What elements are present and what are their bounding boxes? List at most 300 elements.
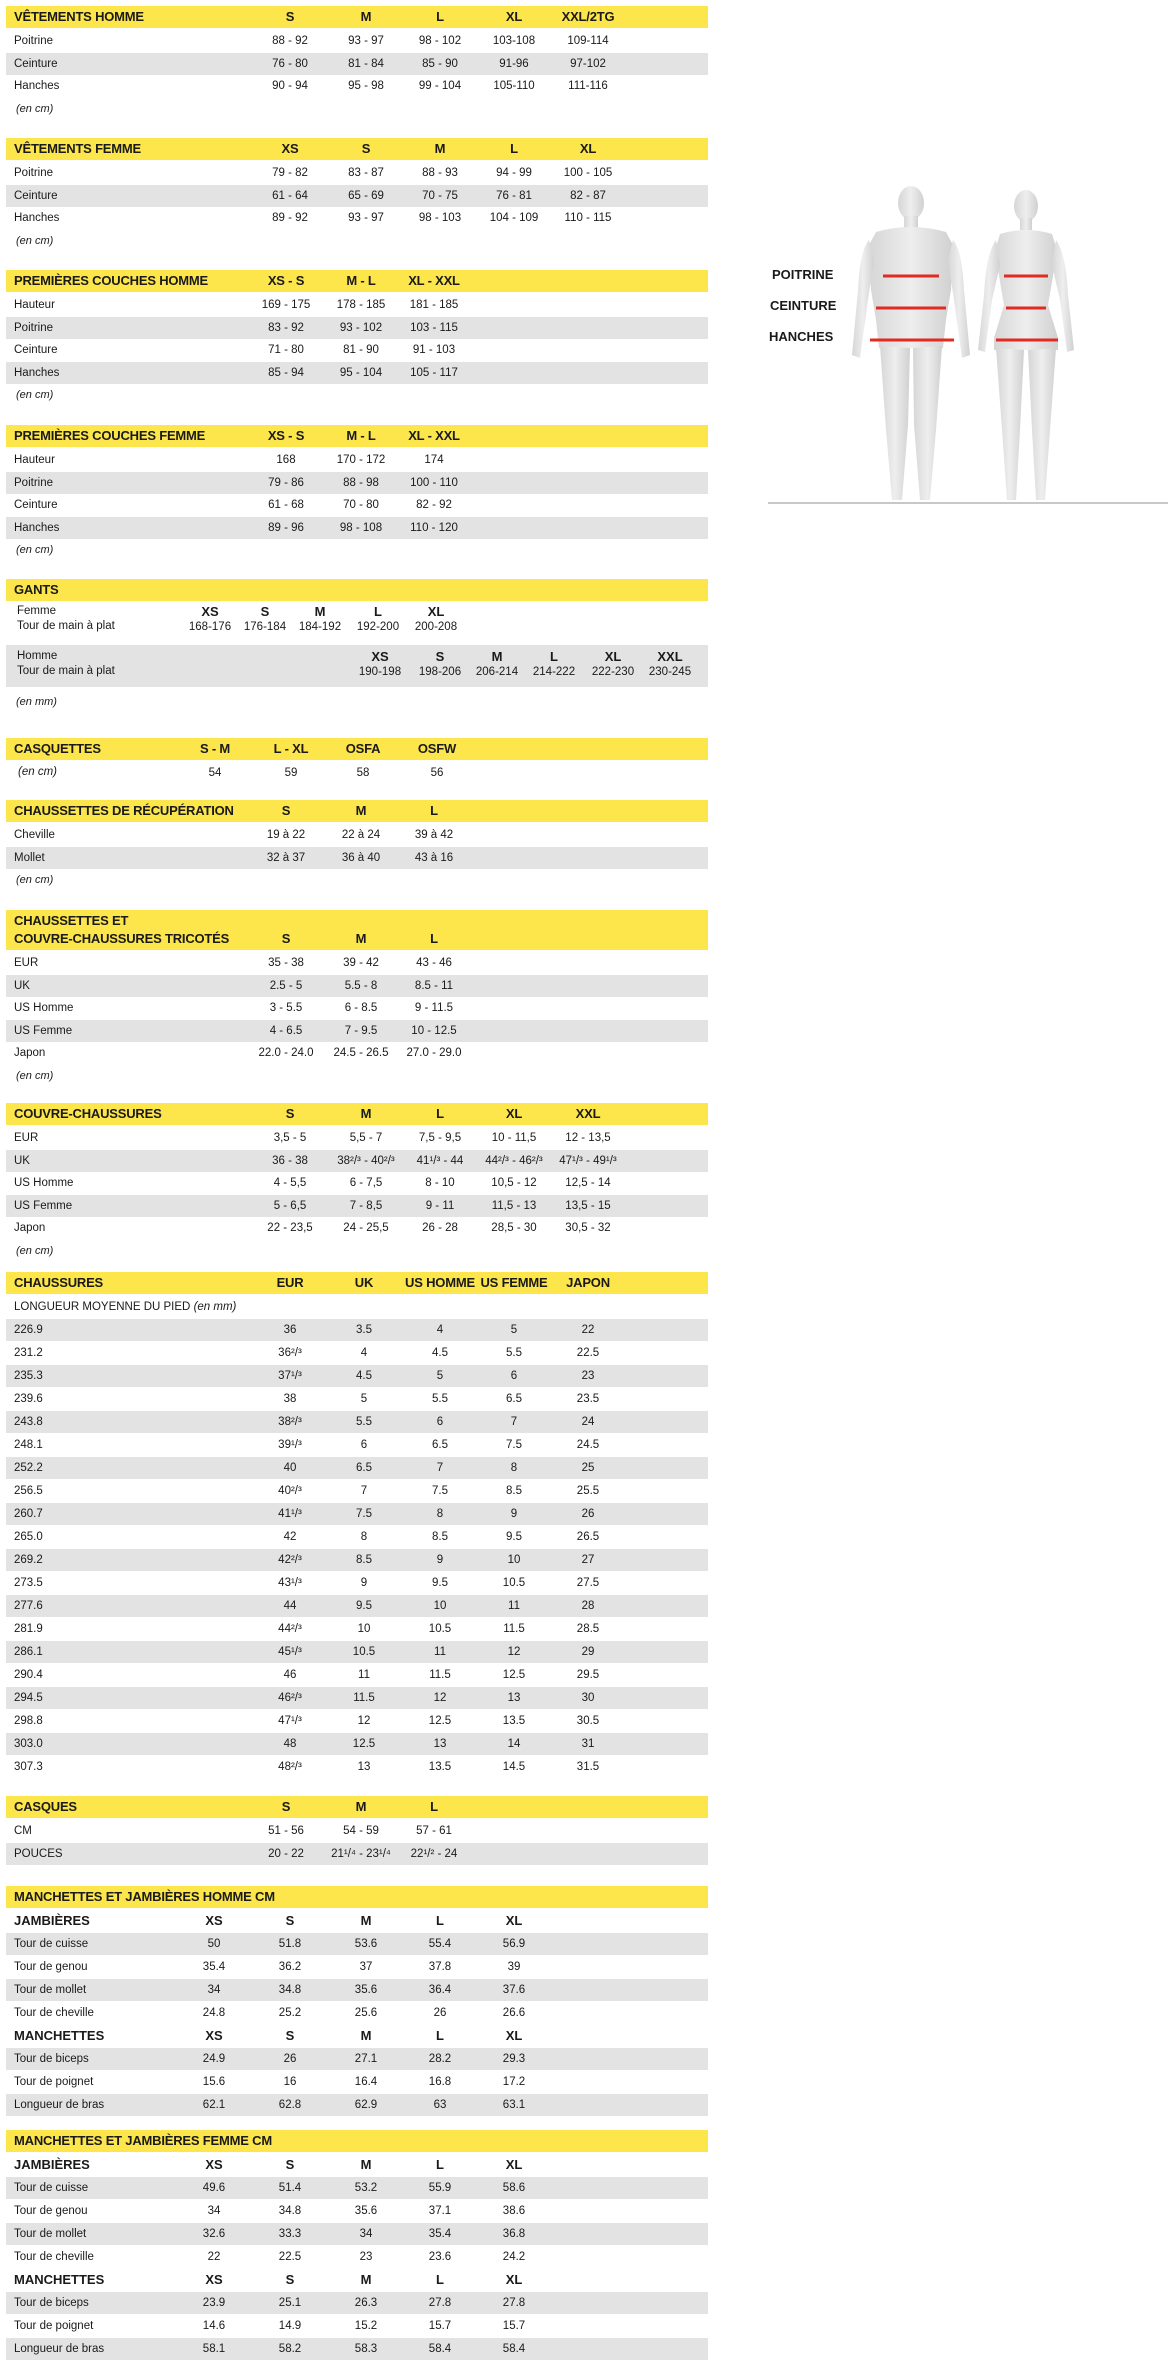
row-value: 47¹/³ [278, 1714, 302, 1727]
row-value: 6 - 8.5 [344, 1002, 378, 1014]
row-value: 6 [436, 1415, 444, 1428]
row-value: 35.6 [354, 1984, 378, 1996]
section-title: VÊTEMENTS HOMME [14, 9, 144, 24]
row-value: 31.5 [576, 1760, 600, 1773]
row-value: 3.5 [356, 1323, 372, 1336]
gants-femme-value: 168-176 [188, 621, 232, 633]
table-row [6, 1641, 708, 1663]
size-header: S [285, 2028, 295, 2043]
row-value: 25.1 [278, 2297, 302, 2309]
section-title: CHAUSSETTES ET COUVRE-CHAUSSURES TRICOTÉS [14, 913, 230, 946]
row-value: 26 [433, 2007, 447, 2019]
row-value: 12 [433, 1691, 447, 1704]
row-value: 10.5 [502, 1576, 526, 1589]
row-value: 13.5 [502, 1714, 526, 1727]
row-value: 85 - 94 [268, 366, 304, 379]
subheader-manchettes-femme-1 [6, 2269, 708, 2291]
row-value: 39 - 42 [343, 957, 379, 969]
row-value: 26 - 28 [422, 1222, 458, 1234]
row-value: 34 [207, 1984, 221, 1996]
row-value: 12 [357, 1714, 371, 1727]
casquettes-unit: (en cm) [18, 766, 57, 778]
row-value: 15.7 [502, 2320, 526, 2332]
size-header: US FEMME [480, 1275, 548, 1290]
gants-femme-value: 184-192 [298, 621, 342, 633]
section-title: MANCHETTES ET JAMBIÈRES FEMME CM [14, 2133, 272, 2148]
row-value: 35 - 38 [268, 957, 304, 969]
row-value: 93 - 102 [339, 321, 383, 334]
row-value: 11 [508, 1599, 520, 1612]
row-value: 97-102 [570, 57, 606, 70]
row-label: 307.3 [14, 1760, 43, 1773]
table-row [6, 1319, 708, 1341]
row-value: 9 [510, 1507, 518, 1520]
row-value: 11.5 [429, 1668, 451, 1681]
size-header: S [285, 1913, 295, 1928]
row-value: 40 [283, 1461, 297, 1474]
table-row [6, 2002, 708, 2024]
row-value: 28,5 - 30 [491, 1222, 537, 1234]
size-header: UK [354, 1275, 374, 1290]
row-label: POUCES [14, 1847, 63, 1860]
row-value: 83 - 92 [268, 321, 304, 334]
row-value: 38²/³ - 40²/³ [337, 1154, 395, 1167]
row-value: 24.9 [202, 2053, 226, 2065]
gants-femme-size: XS [201, 604, 219, 619]
row-value: 2.5 - 5 [269, 979, 303, 992]
row-label: Tour de genou [14, 1961, 88, 1973]
row-value: 99 - 104 [418, 80, 462, 92]
row-value: 110 - 120 [410, 521, 458, 534]
size-header: L [430, 931, 438, 946]
row-value: 37.8 [428, 1961, 452, 1973]
row-value: 23.9 [202, 2297, 226, 2309]
row-label: Hauteur [14, 454, 55, 466]
section-title: CASQUETTES [14, 741, 101, 756]
table-row [6, 1756, 708, 1778]
row-value: 23 [581, 1369, 595, 1382]
row-value: 15.6 [202, 2076, 226, 2088]
row-value: 34 [359, 2228, 373, 2240]
table-row [6, 185, 708, 207]
table-row [6, 1503, 708, 1525]
row-value: 50 [207, 1938, 221, 1950]
table-row [6, 1664, 708, 1686]
size-header: S [361, 141, 371, 156]
row-value: 30,5 - 32 [565, 1222, 611, 1234]
unit-note-text: (en mm) [16, 696, 57, 708]
row-value: 71 - 80 [268, 344, 304, 356]
row-value: 13 [507, 1691, 521, 1704]
row-value: 28.5 [576, 1622, 600, 1635]
row-value: 25.6 [354, 2007, 378, 2019]
row-label: EUR [14, 957, 39, 969]
row-value: 7.5 [506, 1438, 522, 1451]
row-value: 25.5 [576, 1484, 600, 1497]
row-value: 35.6 [354, 2205, 378, 2217]
row-value: 79 - 86 [268, 476, 304, 489]
row-value: 53.6 [354, 1938, 378, 1950]
table-row [6, 1411, 708, 1433]
header-premieres-couches-homme [6, 270, 708, 292]
table-row [6, 1843, 708, 1865]
row-value: 40²/³ [278, 1484, 302, 1497]
header-gants [6, 579, 708, 601]
header-casques [6, 1796, 708, 1818]
row-label: US Homme [14, 1002, 74, 1014]
unit-note-text: (en cm) [16, 874, 54, 886]
table-row [6, 847, 708, 869]
row-value: 7 - 9.5 [344, 1024, 378, 1037]
row-label: Tour de genou [14, 2205, 88, 2217]
figure-label-hanches: HANCHES [769, 329, 834, 344]
section-title: MANCHETTES ET JAMBIÈRES HOMME CM [14, 1889, 275, 1904]
row-label: Mollet [14, 851, 45, 864]
row-value: 48²/³ [278, 1760, 302, 1773]
row-value: 23 [359, 2251, 373, 2263]
row-value: 170 - 172 [336, 454, 386, 466]
row-label: 290.4 [14, 1668, 43, 1681]
gants-homme-size: S [435, 649, 445, 664]
row-value: 100 - 105 [563, 167, 613, 179]
row-value: 7.5 [432, 1484, 448, 1497]
row-value: 57 - 61 [416, 1825, 452, 1837]
row-value: 82 - 92 [416, 499, 452, 511]
row-value: 29.3 [502, 2053, 526, 2065]
size-header: EUR [276, 1275, 304, 1290]
row-value: 24.5 [576, 1438, 600, 1451]
table-row [6, 1956, 708, 1978]
row-value: 7 - 8,5 [349, 1199, 383, 1212]
row-value: 105-110 [493, 80, 535, 92]
size-header: XL [505, 1913, 523, 1928]
row-label: 231.2 [14, 1346, 43, 1359]
row-value: 7,5 - 9,5 [418, 1132, 462, 1144]
table-row [6, 2315, 708, 2337]
unit-note [6, 1065, 708, 1087]
row-value: 10 [433, 1599, 447, 1612]
row-value: 21¹/⁴ - 23¹/⁴ [331, 1847, 391, 1860]
unit-note-text: (en cm) [16, 544, 54, 556]
unit-note-text: (en cm) [16, 102, 54, 115]
row-value: 22 [207, 2251, 221, 2263]
size-header: XL - XXL [408, 428, 460, 443]
row-value: 25.2 [278, 2007, 302, 2019]
header-couvre-chaussures [6, 1103, 708, 1125]
row-value: 29 [581, 1645, 595, 1658]
gants-femme-value: 176-184 [243, 621, 287, 633]
row-value: 37 [359, 1961, 373, 1973]
row-value: 16 [283, 2076, 297, 2088]
row-value: 44²/³ - 46²/³ [485, 1154, 543, 1167]
row-value: 83 - 87 [348, 167, 384, 179]
row-value: 15.7 [428, 2320, 452, 2332]
table-row [6, 1150, 708, 1172]
row-value: 98 - 108 [339, 521, 383, 534]
row-value: 10.5 [352, 1645, 376, 1658]
row-value: 51.4 [278, 2182, 302, 2194]
row-value: 16.8 [428, 2076, 452, 2088]
row-value: 7 [360, 1484, 368, 1497]
row-value: 24 - 25,5 [343, 1222, 389, 1234]
row-value: 76 - 80 [272, 57, 308, 70]
row-value: 37¹/³ [278, 1369, 302, 1382]
size-header: L [436, 1913, 444, 1928]
row-value: 89 - 96 [268, 521, 304, 534]
gants-femme-label2: Tour de main à plat [17, 620, 115, 632]
row-value: 38 [283, 1392, 297, 1405]
row-value: 30 [581, 1691, 595, 1704]
row-value: 9.5 [506, 1530, 522, 1543]
row-value: 12.5 [428, 1714, 452, 1727]
table-row [6, 1979, 708, 2001]
row-value: 88 - 98 [343, 476, 379, 489]
row-value: 32.6 [202, 2228, 226, 2240]
row-value: 95 - 104 [339, 366, 383, 379]
table-row [6, 449, 708, 471]
row-value: 5 [436, 1369, 444, 1382]
row-value: 6.5 [506, 1392, 522, 1405]
row-value: 15.2 [354, 2320, 378, 2332]
row-value: 24 [581, 1415, 595, 1428]
row-value: 7 [436, 1461, 444, 1474]
unit-note [6, 539, 708, 561]
row-value: 10,5 - 12 [491, 1177, 537, 1189]
row-value: 14 [507, 1737, 521, 1750]
row-value: 61 - 64 [272, 189, 308, 202]
row-value: 36.4 [428, 1984, 452, 1996]
row-value: 58.4 [502, 2343, 526, 2355]
header-chaussures [6, 1272, 708, 1294]
row-value: 58.4 [428, 2343, 452, 2355]
chaussures-subtitle-unit: (en mm) [193, 1301, 237, 1313]
gants-homme-size: L [550, 649, 558, 664]
row-value: 6 [360, 1438, 368, 1451]
row-label: Ceinture [14, 499, 58, 511]
row-value: 63 [433, 2099, 447, 2111]
table-row [6, 494, 708, 516]
row-value: 5 [510, 1323, 518, 1336]
header-recuperation [6, 800, 708, 822]
size-header: XL [505, 1106, 523, 1121]
row-value: 98 - 103 [418, 212, 462, 224]
row-value: 6 [510, 1369, 518, 1382]
row-value: 62.8 [278, 2099, 302, 2111]
section-title: GANTS [14, 582, 59, 597]
row-value: 85 - 90 [422, 57, 458, 70]
size-header: L [430, 803, 438, 818]
row-label: 277.6 [14, 1599, 43, 1612]
row-label: 269.2 [14, 1553, 43, 1566]
table-row [6, 1388, 708, 1410]
size-header: XS - S [267, 428, 305, 443]
gants-homme-size: XL [604, 649, 622, 664]
row-label: 265.0 [14, 1530, 43, 1543]
row-value: 5.5 - 8 [344, 979, 378, 992]
male-silhouette [852, 186, 970, 500]
row-value: 30.5 [576, 1714, 600, 1727]
row-value: 17.2 [502, 2076, 526, 2088]
size-header: S [285, 2272, 295, 2287]
row-value: 10 [507, 1553, 521, 1566]
row-value: 32 à 37 [266, 851, 306, 864]
size-header: M [360, 1913, 372, 1928]
row-value: 26 [581, 1507, 595, 1520]
row-value: 12.5 [502, 1668, 526, 1681]
unit-note [6, 1240, 708, 1262]
row-value: 25 [581, 1461, 595, 1474]
row-label: Tour de cuisse [14, 2182, 89, 2194]
table-row [6, 2223, 708, 2245]
row-value: 14.6 [202, 2320, 226, 2332]
row-value: 36.8 [502, 2228, 526, 2240]
row-value: 104 - 109 [489, 212, 539, 224]
size-header: XL [505, 2157, 523, 2172]
size-header: XS [205, 2157, 223, 2172]
row-value: 36 - 38 [272, 1154, 308, 1167]
row-value: 9.5 [356, 1599, 372, 1612]
row-value: 47¹/³ - 49¹/³ [559, 1154, 617, 1167]
row-value: 27.0 - 29.0 [406, 1047, 462, 1059]
row-value: 76 - 81 [496, 189, 532, 202]
size-header: L [436, 2157, 444, 2172]
row-value: 28 [581, 1599, 595, 1612]
row-label: Ceinture [14, 344, 58, 356]
gants-homme-size: XXL [657, 649, 683, 664]
row-label: 298.8 [14, 1714, 43, 1727]
row-label: Tour de mollet [14, 2228, 87, 2240]
header-vetements-femme [6, 138, 708, 160]
row-label: UK [14, 979, 30, 992]
row-label: Tour de mollet [14, 1984, 87, 1996]
row-value: 37.1 [428, 2205, 452, 2217]
row-value: 26.5 [576, 1530, 600, 1543]
table-row [6, 207, 708, 229]
row-value: 70 - 75 [422, 189, 458, 202]
row-value: 53.2 [354, 2182, 378, 2194]
row-value: 79 - 82 [272, 167, 308, 179]
row-value: 22¹/² - 24 [410, 1847, 458, 1860]
row-value: 65 - 69 [348, 189, 384, 202]
size-header: S [281, 931, 291, 946]
size-header: OSFW [417, 741, 457, 756]
row-value: 58.1 [202, 2343, 226, 2355]
row-value: 11.5 [503, 1622, 525, 1635]
row-value: 55.4 [428, 1938, 452, 1950]
size-header: XS [205, 1913, 223, 1928]
row-value: 62.9 [354, 2099, 378, 2111]
row-value: 8.5 [356, 1553, 372, 1566]
subheader-title: JAMBIÈRES [14, 2157, 90, 2172]
row-value: 54 - 59 [343, 1825, 379, 1837]
section-title: CHAUSSETTES DE RÉCUPÉRATION [14, 803, 234, 818]
size-header: M [360, 2272, 372, 2287]
row-value: 9 - 11.5 [414, 1002, 454, 1014]
row-label: Poitrine [14, 476, 53, 489]
chaussures-subtitle [6, 1296, 708, 1318]
table-row [6, 2071, 708, 2093]
row-value: 70 - 80 [343, 499, 379, 511]
row-value: 39 à 42 [414, 829, 454, 841]
row-value: 58 [356, 767, 370, 779]
size-header: L [430, 1799, 438, 1814]
row-value: 100 - 110 [410, 476, 458, 489]
row-label: 273.5 [14, 1576, 43, 1589]
size-header: L [436, 2028, 444, 2043]
row-value: 46 [283, 1668, 297, 1681]
row-value: 59 [284, 767, 298, 779]
unit-note [6, 869, 708, 891]
row-value: 91-96 [499, 57, 529, 70]
table-row [6, 975, 708, 997]
table-row [6, 1480, 708, 1502]
row-value: 43¹/³ [278, 1576, 302, 1589]
row-value: 103-108 [492, 35, 536, 47]
row-value: 5.5 [432, 1392, 448, 1405]
unit-note-text: (en cm) [16, 389, 54, 401]
gants-femme-size: L [374, 604, 382, 619]
row-value: 34.8 [278, 1984, 302, 1996]
section-title: VÊTEMENTS FEMME [14, 141, 142, 156]
size-header: M [360, 2028, 372, 2043]
size-header: M - L [346, 428, 376, 443]
row-label: US Femme [14, 1199, 73, 1212]
row-value: 38²/³ [278, 1415, 302, 1428]
table-row [6, 1217, 708, 1239]
table-row [6, 1733, 708, 1755]
row-value: 88 - 92 [272, 35, 308, 47]
row-value: 12.5 [352, 1737, 376, 1750]
row-label: US Femme [14, 1024, 73, 1037]
gants-homme-label2: Tour de main à plat [17, 665, 115, 677]
row-value: 48 [283, 1737, 297, 1750]
row-value: 13,5 - 15 [565, 1199, 611, 1212]
row-value: 13.5 [428, 1760, 452, 1773]
row-value: 10 [357, 1622, 371, 1635]
row-value: 19 à 22 [266, 829, 306, 841]
subheader-title: MANCHETTES [14, 2028, 105, 2043]
row-label: 256.5 [14, 1484, 43, 1497]
row-value: 9 - 11 [425, 1199, 455, 1212]
row-value: 36²/³ [278, 1346, 302, 1359]
table-row [6, 30, 708, 52]
chaussures-subtitle-text: LONGUEUR MOYENNE DU PIED (en mm) [14, 1301, 237, 1313]
table-row [6, 1820, 708, 1842]
header-manchettes-homme [6, 1886, 708, 1908]
unit-note [6, 230, 708, 252]
row-value: 5.5 [506, 1346, 522, 1359]
row-value: 58.2 [278, 2343, 302, 2355]
row-value: 44 [283, 1599, 297, 1612]
gants-femme-value: 200-208 [414, 621, 458, 633]
gants-homme-value: 222-230 [591, 666, 635, 678]
female-silhouette [978, 190, 1074, 500]
size-header: US HOMME [405, 1275, 475, 1290]
header-manchettes-femme [6, 2130, 708, 2152]
size-header: M - L [346, 273, 376, 288]
row-value: 22.5 [278, 2251, 302, 2263]
row-label: Hauteur [14, 299, 55, 311]
row-value: 4 [436, 1323, 444, 1336]
row-value: 11 [434, 1645, 446, 1658]
row-value: 5 - 6,5 [273, 1199, 307, 1212]
row-label: Tour de poignet [14, 2320, 94, 2332]
section-title: CASQUES [14, 1799, 77, 1814]
row-value: 31 [581, 1737, 595, 1750]
row-value: 7.5 [356, 1507, 372, 1520]
row-value: 8.5 [432, 1530, 448, 1543]
gants-femme-size: S [260, 604, 270, 619]
